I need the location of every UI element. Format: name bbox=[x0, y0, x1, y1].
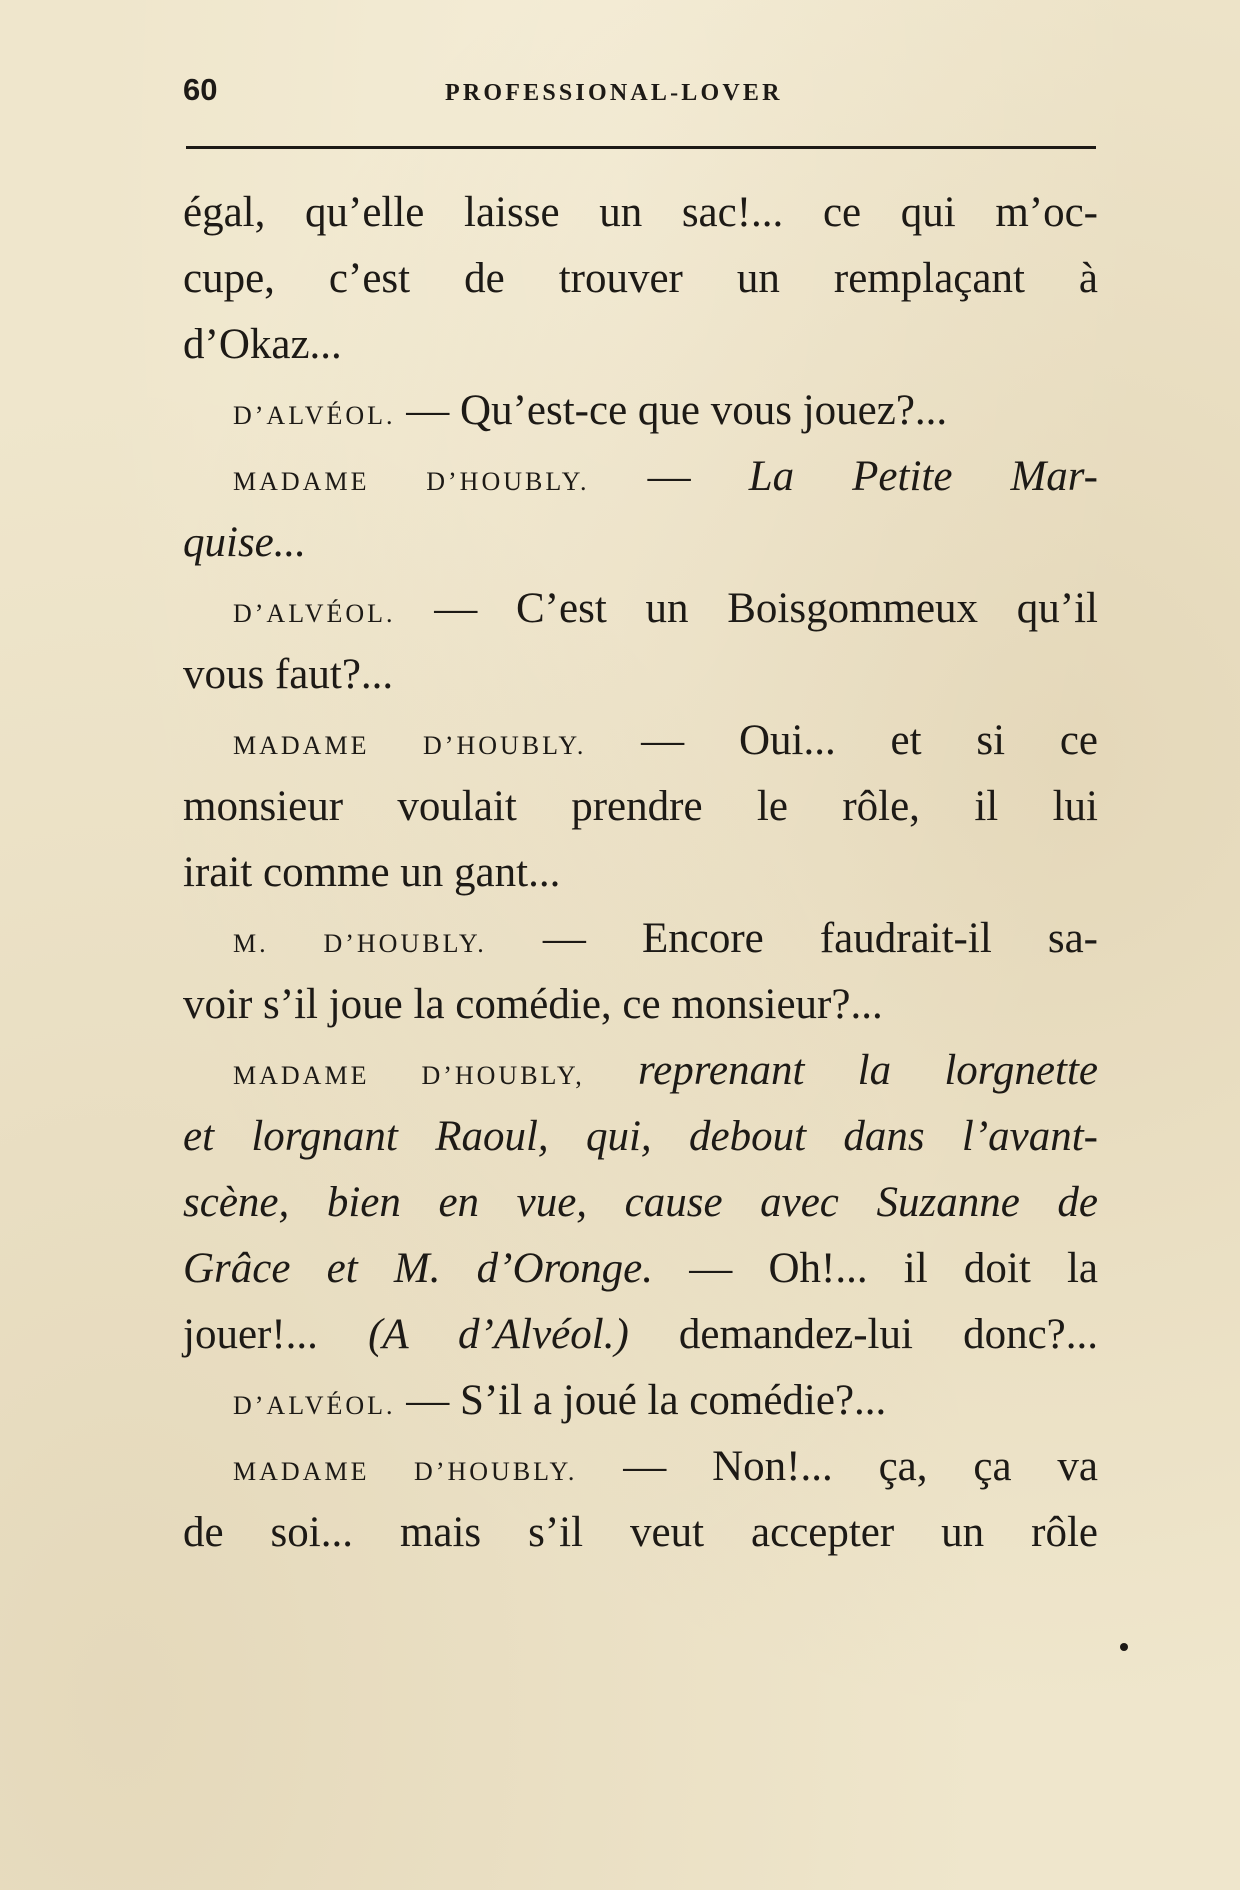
text-line: Grâce et M. d’Oronge. — Oh!... il doit la bbox=[183, 1245, 1099, 1292]
dialogue-line: MADAME D’HOUBLY. — Non!... ça, ça va bbox=[233, 1443, 1098, 1490]
dialogue-line: M. D’HOUBLY. — Encore faudrait-il sa- bbox=[233, 915, 1099, 962]
dialogue-line: MADAME D’HOUBLY. — La Petite Mar- bbox=[233, 453, 1098, 500]
text-line: quise... bbox=[183, 519, 307, 566]
speaker-name: D’ALVÉOL. bbox=[233, 599, 396, 628]
text-line: d’Okaz... bbox=[183, 321, 342, 368]
text-line: voir s’il joue la comédie, ce monsieur?... bbox=[183, 981, 883, 1028]
text-line: monsieur voulait prendre le rôle, il lui bbox=[183, 783, 1098, 830]
text-line: et lorgnant Raoul, qui, debout dans l’avant- bbox=[183, 1113, 1098, 1160]
running-title: PROFESSIONAL-LOVER bbox=[445, 80, 783, 106]
page-header bbox=[183, 68, 1098, 118]
text-line: égal, qu’elle laisse un sac!... ce qui m’oc- bbox=[183, 189, 1098, 236]
dialogue-line: D’ALVÉOL. — C’est un Boisgommeux qu’il bbox=[233, 585, 1098, 632]
text-line: scène, bien en vue, cause avec Suzanne de bbox=[183, 1179, 1098, 1226]
speaker-name: MADAME D’HOUBLY. bbox=[233, 467, 590, 496]
dialogue-line: MADAME D’HOUBLY. — Oui... et si ce bbox=[233, 717, 1099, 764]
dialogue-line: D’ALVÉOL. — S’il a joué la comédie?... bbox=[233, 1377, 887, 1424]
text-line: jouer!... (A d’Alvéol.) demandez-lui donc?... bbox=[183, 1311, 1098, 1358]
speaker-name: MADAME D’HOUBLY. bbox=[233, 731, 587, 760]
dialogue-line: D’ALVÉOL. — Qu’est-ce que vous jouez?... bbox=[233, 387, 948, 434]
text-line: de soi... mais s’il veut accepter un rôle bbox=[183, 1509, 1098, 1556]
speaker-name: M. D’HOUBLY. bbox=[233, 929, 487, 958]
speaker-name: D’ALVÉOL. bbox=[233, 401, 396, 430]
speaker-name: MADAME D’HOUBLY. bbox=[233, 1457, 578, 1486]
speaker-name: D’ALVÉOL. bbox=[233, 1391, 396, 1420]
text-line: irait comme un gant... bbox=[183, 849, 561, 896]
dialogue-line: MADAME D’HOUBLY, reprenant la lorgnette bbox=[233, 1047, 1098, 1094]
page-number: 60 bbox=[183, 72, 218, 107]
ink-speck bbox=[1120, 1643, 1128, 1651]
header-rule bbox=[186, 146, 1096, 149]
text-line: cupe, c’est de trouver un remplaçant à bbox=[183, 255, 1098, 302]
text-line: vous faut?... bbox=[183, 651, 394, 698]
speaker-name: MADAME D’HOUBLY, bbox=[233, 1061, 585, 1090]
